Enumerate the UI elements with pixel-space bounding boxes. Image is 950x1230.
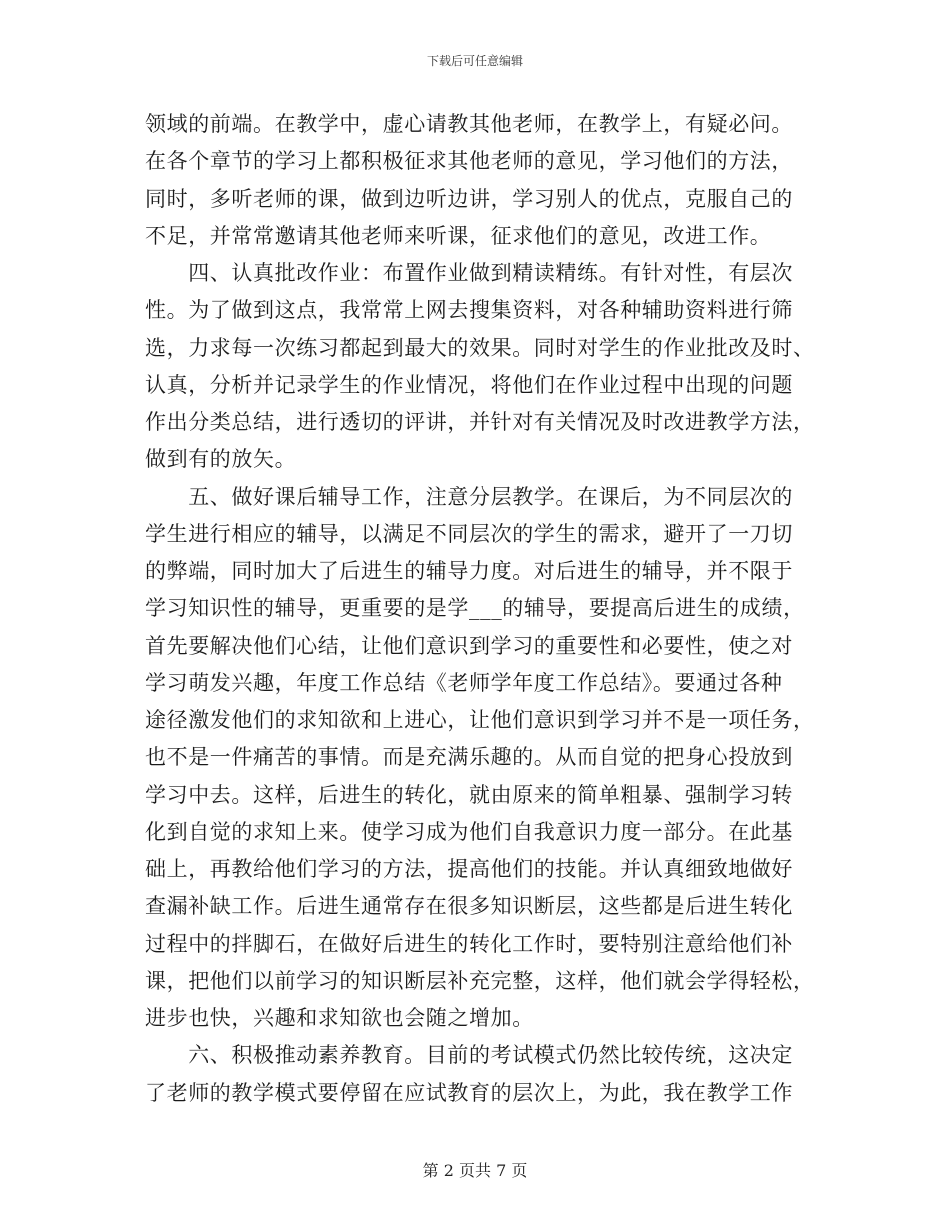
text-line: 进步也快，兴趣和求知欲也会随之增加。 <box>145 1006 534 1030</box>
text-line: 化到自觉的求知上来。使学习成为他们自我意识力度一部分。在此基 <box>145 819 793 844</box>
text-line: 选，力求每一次练习都起到最大的效果。同时对学生的作业批改及时、 <box>145 335 815 360</box>
text-line: 也不是一件痛苦的事情。而是充满乐趣的。从而自觉的把身心投放到 <box>145 745 793 770</box>
text-line: 六、积极推动素养教育。目前的考试模式仍然比较传统，这决定 <box>145 1043 793 1068</box>
text-line: 学生进行相应的辅导，以满足不同层次的学生的需求，避开了一刀切 <box>145 521 793 546</box>
text-line: 首先要解决他们心结，让他们意识到学习的重要性和必要性，使之对 <box>145 633 793 658</box>
text-line: 查漏补缺工作。后进生通常存在很多知识断层，这些都是后进生转化 <box>145 894 793 919</box>
text-line: 学习知识性的辅导，更重要的是学___的辅导，要提高后进生的成绩， <box>145 596 805 621</box>
text-line: 了老师的教学模式要停留在应试教育的层次上，为此，我在教学工作 <box>145 1080 793 1105</box>
text-line: 的弊端，同时加大了后进生的辅导力度。对后进生的辅导，并不限于 <box>145 559 793 583</box>
text-line: 途径激发他们的求知欲和上进心，让他们意识到学习并不是一项任务， <box>145 708 815 732</box>
text-line: 四、认真批改作业：布置作业做到精读精练。有针对性，有层次 <box>145 261 793 285</box>
text-line: 课，把他们以前学习的知识断层补充完整，这样，他们就会学得轻松， <box>145 968 815 993</box>
text-line: 学习中去。这样，后进生的转化，就由原来的简单粗暴、强制学习转 <box>145 782 793 807</box>
text-line: 五、做好课后辅导工作，注意分层教学。在课后，为不同层次的 <box>145 484 793 509</box>
text-line: 础上，再教给他们学习的方法，提高他们的技能。并认真细致地做好 <box>145 857 793 881</box>
text-line: 过程中的拌脚石，在做好后进生的转化工作时，要特别注意给他们补 <box>145 931 793 956</box>
text-line: 不足，并常常邀请其他老师来听课，征求他们的意见，改进工作。 <box>145 223 772 248</box>
text-line: 同时，多听老师的课，做到边听边讲，学习别人的优点，克服自己的 <box>145 186 793 211</box>
text-line: 学习萌发兴趣，年度工作总结《老师学年度工作总结》。要通过各种 <box>145 670 783 695</box>
text-line: 作出分类总结，进行透切的评讲，并针对有关情况及时改进教学方法， <box>145 410 815 434</box>
page-footer: 第 2 页共 7 页 <box>422 1161 528 1180</box>
page-header: 下载后可任意编辑 <box>426 54 523 68</box>
text-line: 在各个章节的学习上都积极征求其他老师的意见，学习他们的方法， <box>145 149 793 174</box>
document-body <box>145 106 815 1112</box>
text-line: 做到有的放矢。 <box>145 447 297 472</box>
text-line: 认真，分析并记录学生的作业情况，将他们在作业过程中出现的问题 <box>145 372 793 397</box>
text-line: 性。为了做到这点，我常常上网去搜集资料，对各种辅助资料进行筛 <box>145 298 793 323</box>
text-line: 领域的前端。在教学中，虚心请教其他老师，在教学上，有疑必问。 <box>145 112 793 136</box>
